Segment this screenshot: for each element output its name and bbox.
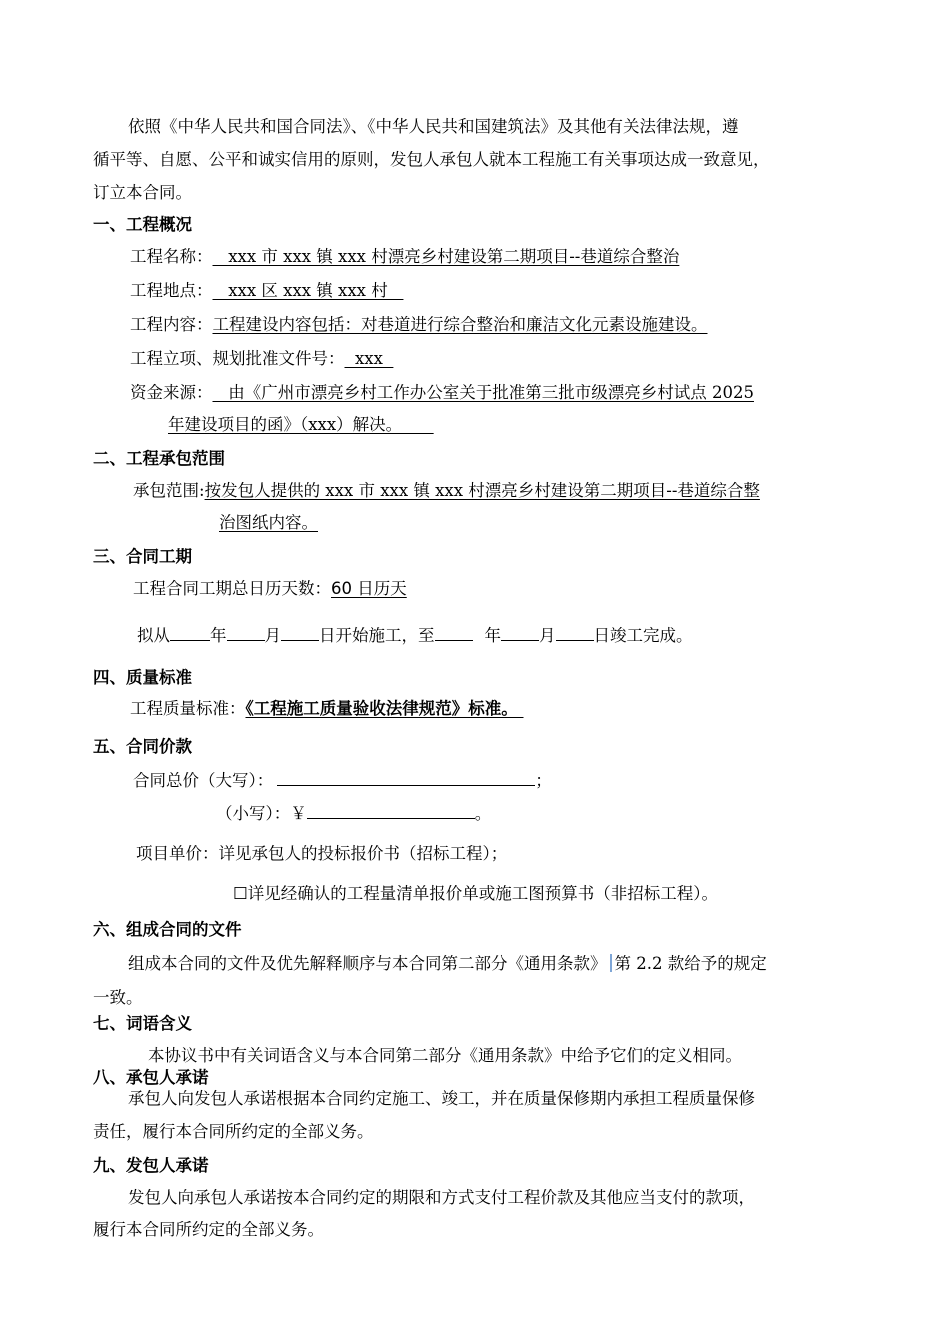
- month-text-2: 月: [539, 626, 556, 645]
- quality-label: 工程质量标准：: [130, 699, 246, 718]
- section-6-text-1a: 组成本合同的文件及优先解释顺序与本合同第二部分《通用条款》: [128, 954, 607, 973]
- section-5-title: 五、合同价款: [93, 737, 192, 756]
- total-price-row: [133, 768, 552, 793]
- fund-source-row-2: [168, 413, 434, 437]
- end-day-blank[interactable]: [556, 623, 594, 641]
- project-site-label: 工程地点：: [130, 281, 213, 300]
- total-price-semicolon: ；: [535, 771, 552, 790]
- fund-source-value-2: 年建设项目的函》（xxx）解决。: [168, 415, 434, 434]
- start-month-blank[interactable]: [227, 623, 265, 641]
- small-price-label: （小写）：￥: [216, 804, 307, 823]
- approval-row: [130, 347, 393, 371]
- section-8-text-1: 承包人向发包人承诺根据本合同约定施工、竣工，并在质量保修期内承担工程质量保修: [128, 1089, 755, 1108]
- start-year-blank[interactable]: [170, 623, 210, 641]
- project-site-row: [130, 279, 403, 303]
- section-9-text-1: 发包人向承包人承诺按本合同约定的期限和方式支付工程价款及其他应当支付的款项，: [128, 1188, 755, 1207]
- project-content-row: [130, 313, 708, 337]
- approval-value: xxx: [344, 349, 394, 368]
- scope-row-2: [219, 511, 318, 535]
- total-price-number-blank[interactable]: [307, 801, 475, 819]
- quality-value: 《工程施工质量验收法律规范》标准。: [245, 699, 524, 718]
- small-price-period: 。: [474, 804, 492, 823]
- month-text: 月: [264, 626, 281, 645]
- intro-line-3: 订立本合同。: [93, 183, 192, 202]
- section-6-text-1: [128, 952, 767, 976]
- duration-label: 工程合同工期总日历天数：: [133, 579, 331, 598]
- section-9-text-2: 履行本合同所约定的全部义务。: [93, 1220, 324, 1239]
- section-9-title: 九、发包人承诺: [93, 1156, 209, 1175]
- text-cursor: [610, 954, 612, 972]
- schedule-row: [137, 623, 693, 648]
- section-2-title: 二、工程承包范围: [93, 449, 225, 468]
- duration-row: [133, 577, 407, 601]
- project-name-value: xxx 市 xxx 镇 xxx 村漂亮乡村建设第二期项目--巷道综合整治: [212, 247, 680, 266]
- section-7-title: 七、词语含义: [93, 1014, 192, 1033]
- scope-value-2: 治图纸内容。: [219, 513, 318, 532]
- project-content-label: 工程内容：: [130, 315, 213, 334]
- year-text: 年: [210, 626, 227, 645]
- end-month-blank[interactable]: [501, 623, 539, 641]
- scope-label: 承包范围:: [133, 481, 205, 500]
- intro-line-1: 依照《中华人民共和国合同法》、《中华人民共和国建筑法》及其他有关法律法规，遵: [128, 117, 739, 136]
- duration-value: 60 日历天: [331, 579, 407, 598]
- section-8-title: 八、承包人承诺: [93, 1068, 209, 1087]
- intro-line-2: 循平等、自愿、公平和诚实信用的原则，发包人承包人就本工程施工有关事项达成一致意见，: [93, 150, 770, 169]
- section-4-title: 四、质量标准: [93, 668, 192, 687]
- schedule-start-text: 日开始施工，至: [319, 626, 435, 645]
- section-6-text-1b: 第 2.2 款给予的规定: [614, 954, 767, 973]
- section-6-title: 六、组成合同的文件: [93, 920, 242, 939]
- section-1-title: 一、工程概况: [93, 215, 192, 234]
- small-price-row: [216, 801, 491, 826]
- quality-row: [130, 697, 524, 721]
- schedule-from: 拟从: [137, 626, 170, 645]
- unit-price-alt-row: ☐详见经确认的工程量清单报价单或施工图预算书（非招标工程）。: [233, 884, 719, 903]
- fund-source-value-1: 由《广州市漂亮乡村工作办公室关于批准第三批市级漂亮乡村试点 2025: [212, 383, 754, 402]
- total-price-words-blank[interactable]: [277, 768, 535, 786]
- section-8-text-2: 责任，履行本合同所约定的全部义务。: [93, 1122, 374, 1141]
- project-name-row: [130, 245, 679, 269]
- section-7-text: 本协议书中有关词语含义与本合同第二部分《通用条款》中给予它们的定义相同。: [148, 1046, 742, 1065]
- fund-source-label: 资金来源：: [130, 383, 213, 402]
- approval-label: 工程立项、规划批准文件号：: [130, 349, 345, 368]
- unit-price-row: 项目单价：详见承包人的投标报价书（招标工程）；: [136, 844, 508, 863]
- end-year-blank[interactable]: [435, 623, 473, 641]
- section-3-title: 三、合同工期: [93, 547, 192, 566]
- project-content-value: 工程建设内容包括：对巷道进行综合整治和廉洁文化元素设施建设。: [212, 315, 708, 334]
- project-site-value: xxx 区 xxx 镇 xxx 村: [212, 281, 404, 300]
- start-day-blank[interactable]: [281, 623, 319, 641]
- fund-source-row: [130, 381, 754, 405]
- section-6-text-2: 一致。: [93, 988, 143, 1007]
- scope-row: [133, 479, 760, 503]
- year-text-2: 年: [484, 626, 501, 645]
- schedule-end-text: 日竣工完成。: [593, 626, 693, 645]
- total-price-label: 合同总价（大写）：: [133, 771, 274, 790]
- project-name-label: 工程名称：: [130, 247, 213, 266]
- scope-value-1: 按发包人提供的 xxx 市 xxx 镇 xxx 村漂亮乡村建设第二期项目--巷道综合整: [204, 481, 760, 500]
